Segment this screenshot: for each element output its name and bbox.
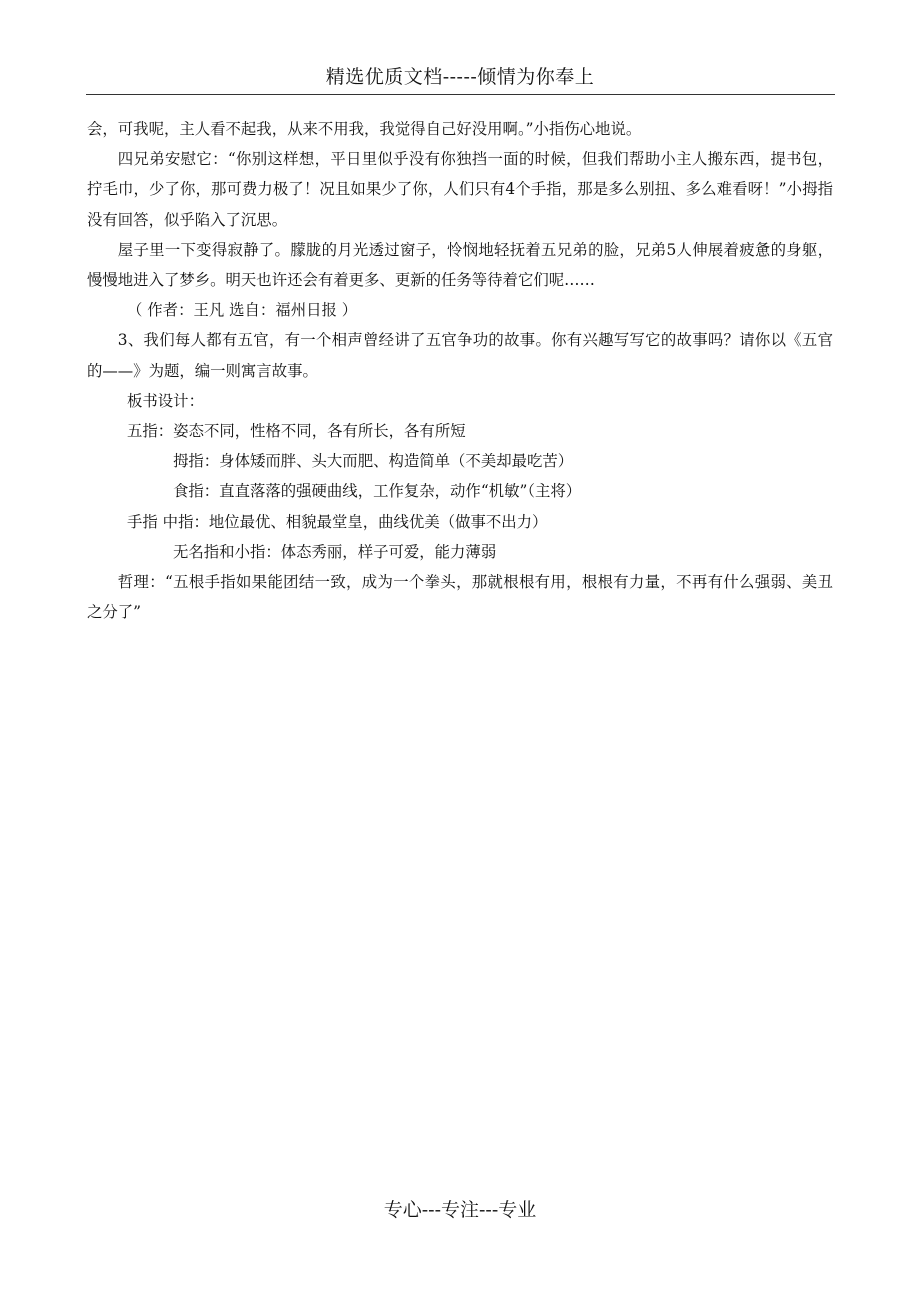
paragraph-continuation: 会，可我呢，主人看不起我，从来不用我，我觉得自己好没用啊。”小指伤心地说。 — [87, 120, 642, 138]
page-footer: 专心---专注---专业 — [383, 1199, 537, 1221]
paragraph-brothers-comfort: 四兄弟安慰它：“你别这样想，平日里似乎没有你独挡一面的时候，但我们帮助小主人搬东西，提书包，拧毛巾，少了你，那可费力极了！况且如果少了你，人们只有4个手指，那是多么别扭、多么难看呀！”小拇指没有回答，似乎陷入了沉思。 — [87, 150, 833, 229]
author-citation: （ 作者：王凡 选自：福州日报 ） — [127, 301, 358, 320]
board-philosophy: 哲理：“五根手指如果能团结一致，成为一个拳头，那就根根有用，根根有力量，不再有什么强弱、美丑之分了” — [87, 573, 833, 622]
board-thumb: 拇指：身体矮而胖、头大而肥、构造简单（不美却最吃苦） — [173, 452, 574, 471]
header-rule — [86, 94, 835, 95]
board-index-finger: 食指：直直落落的强硬曲线，工作复杂，动作“机敏”（主将） — [173, 482, 582, 501]
page-header: 精选优质文档-----倾情为你奉上 — [325, 66, 595, 88]
paragraph-silent-room: 屋子里一下变得寂静了。朦胧的月光透过窗子，怜悯地轻抚着五兄弟的脸，兄弟5人伸展着疲惫的身躯，慢慢地进入了梦乡。明天也许还会有着更多、更新的任务等待着它们呢…… — [87, 240, 833, 290]
document-body — [87, 114, 833, 627]
board-design-heading: 板书设计： — [127, 391, 204, 410]
board-middle-finger: 手指 中指：地位最优、相貌最堂皇，曲线优美（做事不出力） — [127, 512, 548, 531]
board-ring-little-finger: 无名指和小指：体态秀丽，样子可爱，能力薄弱 — [173, 542, 497, 561]
task-three: 3、我们每人都有五官，有一个相声曾经讲了五官争功的故事。你有兴趣写写它的故事吗？请你以《五官的——》为题，编一则寓言故事。 — [87, 331, 833, 380]
board-five-fingers: 五指：姿态不同，性格不同，各有所长，各有所短 — [127, 422, 466, 441]
